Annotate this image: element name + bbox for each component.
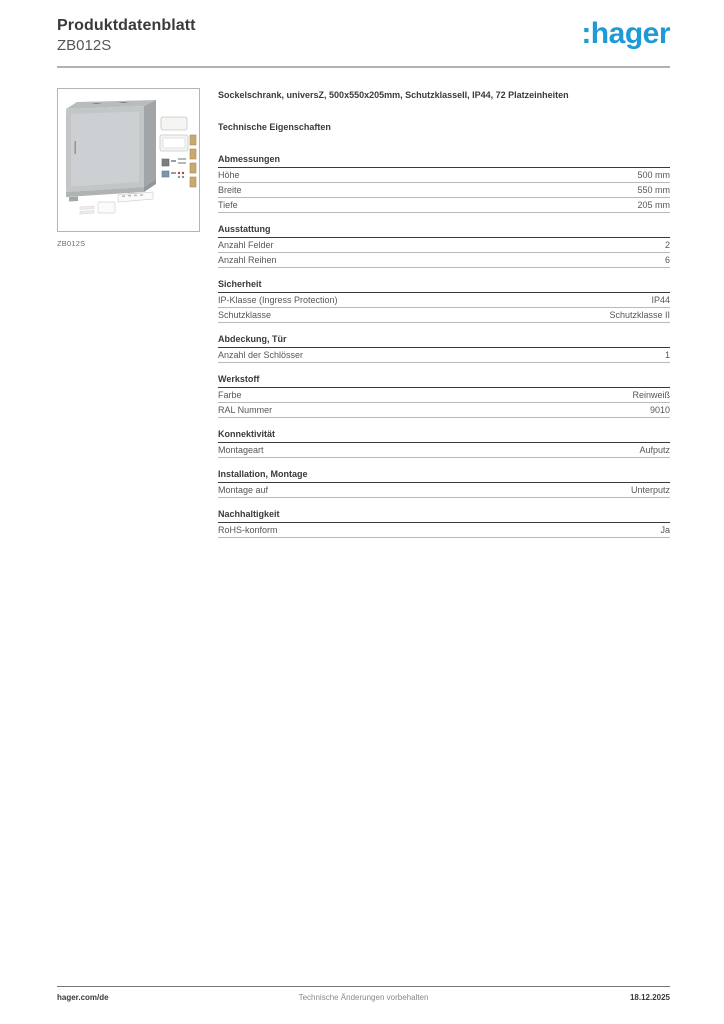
spec-label: Montageart <box>218 445 264 455</box>
spec-section <box>218 334 670 363</box>
spec-label: RoHS-konform <box>218 525 278 535</box>
spec-label: Breite <box>218 185 242 195</box>
section-rows <box>218 443 670 458</box>
product-description: Sockelschrank, universZ, 500x550x205mm, SchutzklasseII, IP44, 72 Platzeinheiten <box>218 90 569 100</box>
product-image-frame <box>57 88 200 232</box>
section-rows <box>218 168 670 213</box>
spec-value: 2 <box>664 240 670 250</box>
spec-label: Anzahl Reihen <box>218 255 277 265</box>
spec-row <box>218 483 670 498</box>
spec-section <box>218 469 670 498</box>
product-image-column <box>57 88 200 549</box>
section-heading: Nachhaltigkeit <box>218 509 670 523</box>
section-rows <box>218 348 670 363</box>
spec-value: Ja <box>660 525 670 535</box>
title-block <box>57 17 196 54</box>
page-header <box>57 17 670 54</box>
section-rows <box>218 483 670 498</box>
spec-value: 205 mm <box>637 200 670 210</box>
section-heading: Konnektivität <box>218 429 670 443</box>
section-heading: Abmessungen <box>218 154 670 168</box>
spec-row <box>218 403 670 418</box>
section-heading: Sicherheit <box>218 279 670 293</box>
spec-row <box>218 168 670 183</box>
spec-section <box>218 279 670 323</box>
spec-value: Unterputz <box>630 485 670 495</box>
spec-label: Anzahl der Schlösser <box>218 350 304 360</box>
spec-value: 9010 <box>649 405 670 415</box>
section-heading: Installation, Montage <box>218 469 670 483</box>
footer-date: 18.12.2025 <box>629 993 670 1002</box>
spec-column <box>218 88 670 549</box>
spec-value: 6 <box>664 255 670 265</box>
spec-section <box>218 509 670 538</box>
section-heading: Ausstattung <box>218 224 670 238</box>
spec-value: 1 <box>664 350 670 360</box>
hager-logo: :hager <box>581 17 670 50</box>
spec-sections <box>218 154 670 538</box>
spec-row <box>218 293 670 308</box>
spec-value: Aufputz <box>639 445 670 455</box>
spec-value: 500 mm <box>637 170 670 180</box>
section-heading: Abdeckung, Tür <box>218 334 670 348</box>
spec-row <box>218 523 670 538</box>
spec-row <box>218 308 670 323</box>
spec-value: Schutzklasse II <box>609 310 670 320</box>
spec-label: Schutzklasse <box>218 310 272 320</box>
product-image-caption: ZB012S <box>57 239 86 248</box>
tech-properties-title: Technische Eigenschaften <box>218 122 331 132</box>
section-rows <box>218 238 670 268</box>
spec-row <box>218 443 670 458</box>
spec-value: IP44 <box>651 295 670 305</box>
section-rows <box>218 293 670 323</box>
spec-row <box>218 348 670 363</box>
spec-row <box>218 183 670 198</box>
spec-label: Höhe <box>218 170 240 180</box>
spec-section <box>218 224 670 268</box>
spec-value: Reinweiß <box>632 390 670 400</box>
spec-label: Tiefe <box>218 200 238 210</box>
spec-row <box>218 388 670 403</box>
section-rows <box>218 523 670 538</box>
spec-row <box>218 253 670 268</box>
page-title: Produktdatenblatt <box>57 17 196 34</box>
footer-disclaimer: Technische Änderungen vorbehalten <box>298 993 429 1002</box>
spec-label: RAL Nummer <box>218 405 273 415</box>
header-divider <box>57 66 670 68</box>
spec-section <box>218 429 670 458</box>
spec-label: IP-Klasse (Ingress Protection) <box>218 295 338 305</box>
spec-row <box>218 198 670 213</box>
spec-section <box>218 154 670 213</box>
spec-row <box>218 238 670 253</box>
spec-label: Farbe <box>218 390 242 400</box>
spec-label: Montage auf <box>218 485 269 495</box>
footer-website: hager.com/de <box>57 993 109 1002</box>
spec-value: 550 mm <box>637 185 670 195</box>
footer-row <box>57 993 670 1003</box>
page-footer <box>57 986 670 1003</box>
main-content <box>57 88 670 549</box>
spec-section <box>218 374 670 418</box>
section-rows <box>218 388 670 418</box>
product-photo <box>58 89 199 231</box>
section-heading: Werkstoff <box>218 374 670 388</box>
product-code: ZB012S <box>57 37 112 54</box>
spec-label: Anzahl Felder <box>218 240 274 250</box>
